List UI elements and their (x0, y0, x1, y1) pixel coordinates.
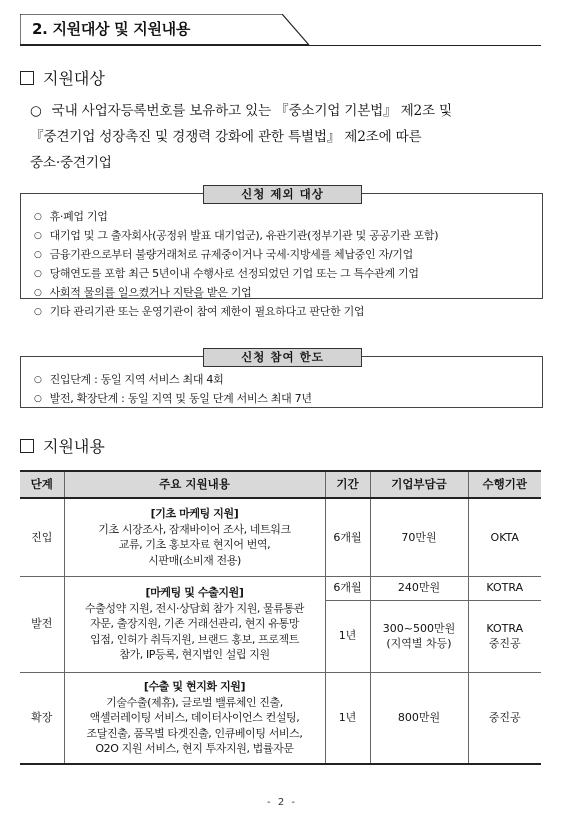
target-heading (20, 66, 105, 89)
list-item: ○ 휴·폐업 기업 (34, 208, 438, 227)
list-item: ○ 금융기관으로부터 불량거래처로 규제중이거나 국세·지방세를 체납중인 자/기업 (34, 246, 438, 265)
list-item: ○ 대기업 및 그 출자회사(공정위 발표 대기업군), 유관기관(정부기관 및 공공기관 포함) (34, 227, 438, 246)
support-table (20, 470, 541, 765)
header-stage: 단계 (20, 471, 64, 498)
list-item: ○ 당해연도를 포함 최근 5년이내 수행사로 선정되었던 기업 또는 그 특수관계 기업 (34, 265, 438, 284)
header-period: 기간 (325, 471, 370, 498)
section-header (20, 14, 310, 46)
limit-title: 신청 참여 한도 (203, 348, 362, 367)
checkbox-square-icon (20, 439, 34, 453)
exclusion-list (34, 208, 438, 322)
header-content: 주요 지원내용 (64, 471, 325, 498)
table-row (20, 672, 541, 764)
agency-cell: KOTRA 중진공 (468, 600, 541, 672)
cost-cell: 70만원 (370, 498, 468, 576)
content-title: [마케팅 및 수출지원] (145, 586, 244, 600)
list-item: ○ 발전, 확장단계 : 동일 지역 및 동일 단계 서비스 최대 7년 (34, 390, 312, 409)
agency-cell: KOTRA (468, 576, 541, 600)
target-line: 『중견기업 성장촉진 및 경쟁력 강화에 관한 특별법』 제2조에 따른 (30, 129, 422, 145)
target-heading-text: 지원대상 (43, 69, 105, 88)
limit-list (34, 371, 312, 409)
target-line: 중소·중견기업 (30, 155, 112, 171)
content-heading-text: 지원내용 (43, 437, 105, 456)
cost-cell: 300~500만원 (지역별 차등) (370, 600, 468, 672)
period-cell: 6개월 (325, 576, 370, 600)
cost-cell: 240만원 (370, 576, 468, 600)
table-row (20, 498, 541, 576)
table-header-row (20, 471, 541, 498)
header-cost: 기업부담금 (370, 471, 468, 498)
period-cell: 1년 (325, 600, 370, 672)
list-item: ○ 사회적 물의를 일으켰거나 지탄을 받은 기업 (34, 284, 438, 303)
stage-cell: 확장 (20, 672, 64, 764)
target-line: ○ 국내 사업자등록번호를 보유하고 있는 『중소기업 기본법』 제2조 및 (30, 103, 452, 119)
period-cell: 6개월 (325, 498, 370, 576)
list-item: ○ 기타 관리기관 또는 운영기관이 참여 제한이 필요하다고 판단한 기업 (34, 303, 438, 322)
agency-cell: 중진공 (468, 672, 541, 764)
stage-cell: 진입 (20, 498, 64, 576)
content-title: [기초 마케팅 지원] (150, 507, 239, 521)
agency-cell: OKTA (468, 498, 541, 576)
page-number: - 2 - (267, 797, 297, 808)
section-title: 2. 지원대상 및 지원내용 (32, 20, 191, 38)
content-cell: [기초 마케팅 지원] 기초 시장조사, 잠재바이어 조사, 네트워크 교류, 기초 홍보자료 현지어 번역, 시판매(소비재 전용) (64, 498, 325, 576)
period-cell: 1년 (325, 672, 370, 764)
content-cell: [수출 및 현지화 지원] 기술수출(제휴), 글로벌 밸류체인 진출, 액셀러레이팅 서비스, 데이터사이언스 컨설팅, 조달진출, 품목별 타겟진출, 인큐베이팅 서비스, O2O 지원 서비스, 현지 투자지원, 법률자문 (64, 672, 325, 764)
exclusion-title: 신청 제외 대상 (203, 185, 362, 204)
stage-cell: 발전 (20, 576, 64, 672)
target-paragraph (30, 98, 545, 176)
table-row (20, 576, 541, 600)
content-cell: [마케팅 및 수출지원] 수출성약 지원, 전시·상담회 참가 지원, 물류통관 자문, 출장지원, 기존 거래선관리, 현지 유통망 입점, 인허가 취득지원, 브랜드 홍보, 프로젝트 참가, IP등록, 현지법인 설립 지원 (64, 576, 325, 672)
content-heading (20, 434, 105, 457)
section-underline (305, 45, 541, 46)
content-title: [수출 및 현지화 지원] (143, 680, 246, 693)
header-agency: 수행기관 (468, 471, 541, 498)
checkbox-square-icon (20, 71, 34, 85)
bullet-circle: ○ (30, 103, 42, 119)
cost-cell: 800만원 (370, 672, 468, 764)
list-item: ○ 진입단계 : 동일 지역 서비스 최대 4회 (34, 371, 312, 390)
